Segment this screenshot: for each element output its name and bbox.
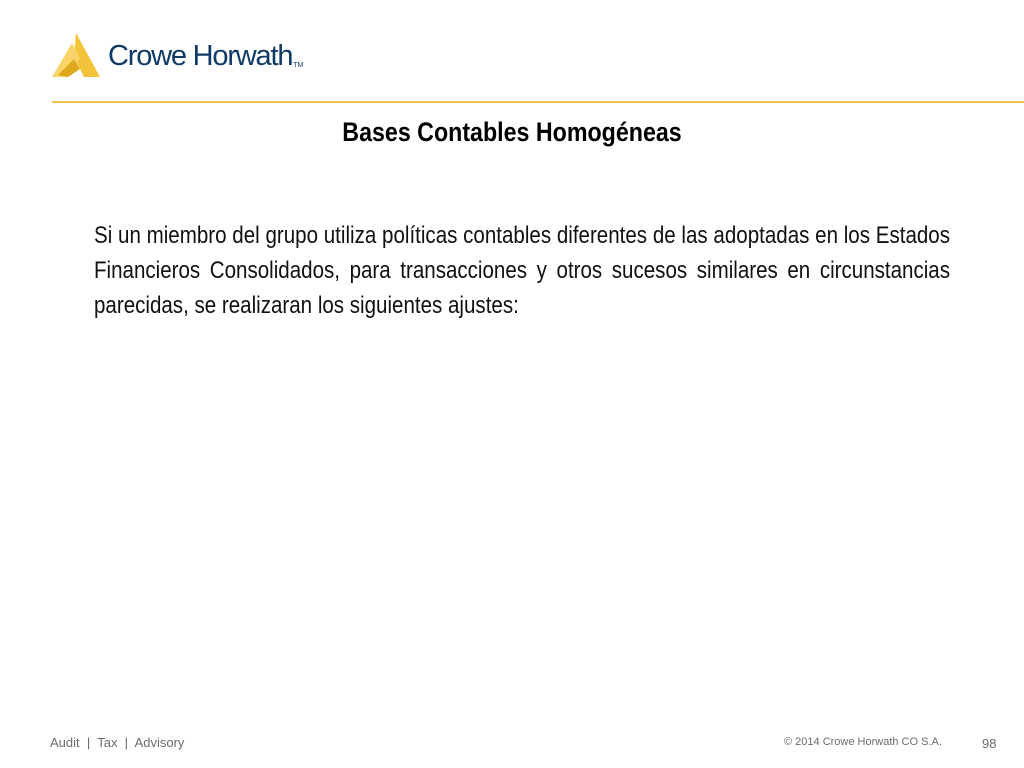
page-number: 98 — [982, 736, 997, 751]
logo-wordmark: Crowe Horwath — [108, 39, 293, 72]
footer-copyright: © 2014 Crowe Horwath CO S.A. — [784, 736, 942, 748]
slide-title: Bases Contables Homogéneas — [342, 117, 682, 147]
company-logo — [50, 30, 303, 80]
slide-body-paragraph: Si un miembro del grupo utiliza políticas contables diferentes de las adoptadas en los Estados Financieros Consolidados, para transacciones y otros sucesos similares en circunstancias parecidas, se realizaran los siguientes ajustes: — [94, 222, 950, 319]
header-divider — [52, 101, 1024, 103]
footer-services: Audit | Tax | Advisory — [50, 735, 185, 750]
crowe-horwath-logo-icon — [50, 31, 102, 79]
logo-trademark: TM — [293, 61, 304, 69]
